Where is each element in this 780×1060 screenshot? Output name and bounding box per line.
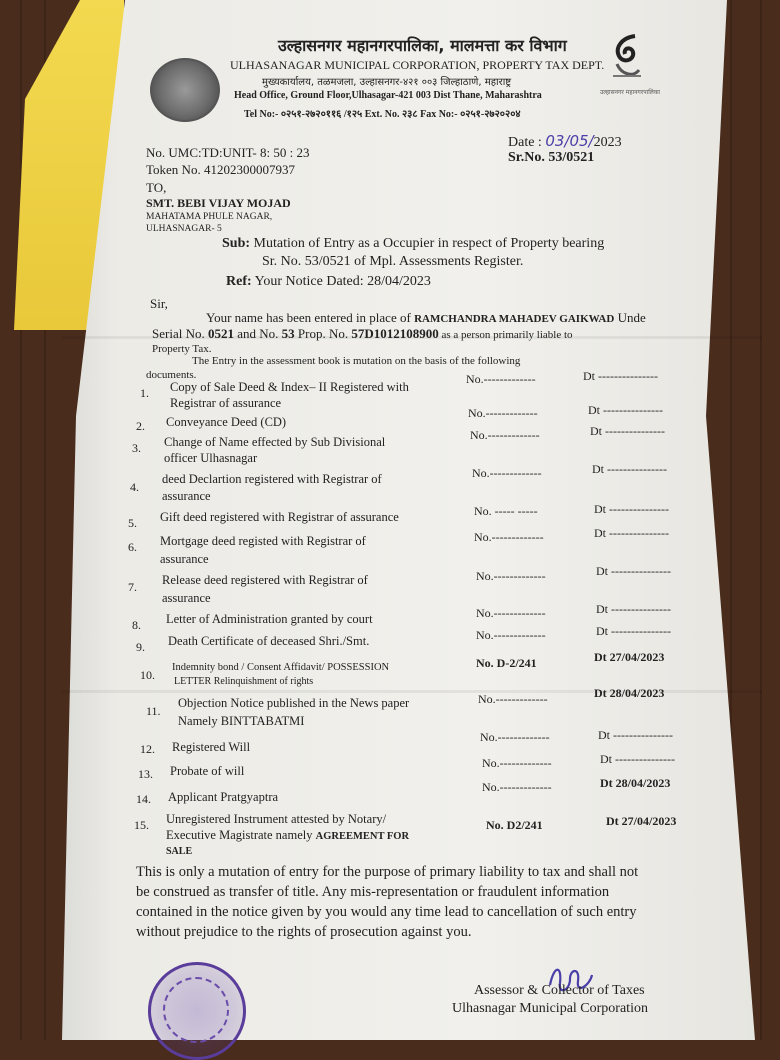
- item-dt: Dt ---------------: [598, 728, 673, 742]
- header-address-hindi: मुख्यकार्यालय, तळमजला, उल्हासनगर-४२१ ००३ जिल्हाठाणे, महाराष्ट्र: [262, 77, 512, 88]
- item-no: No.-------------: [466, 372, 536, 386]
- item-number: 10.: [140, 668, 155, 682]
- item-dt-filled: Dt 27/04/2023: [594, 650, 665, 664]
- item-dt: Dt ---------------: [588, 403, 663, 417]
- item-label-cont: [166, 828, 409, 843]
- reference-line: [226, 274, 431, 290]
- serial-number: Sr.No. 53/0521: [508, 150, 595, 165]
- item-number: 7.: [128, 580, 137, 594]
- item-no: No.-------------: [472, 466, 542, 480]
- item-number: 15.: [134, 818, 149, 832]
- item-label-cont: assurance: [162, 591, 211, 605]
- item-no-filled: No. D2/241: [486, 818, 543, 832]
- item-dt: Dt ---------------: [596, 564, 671, 578]
- item-no: No.-------------: [468, 406, 538, 420]
- item-label-cont: assurance: [160, 552, 209, 566]
- item-label-cont-text: Executive Magistrate namely: [166, 828, 316, 842]
- item-dt-filled: Dt 28/04/2023: [600, 776, 671, 790]
- item-no: No.-------------: [476, 569, 546, 583]
- salutation: Sir,: [150, 296, 168, 311]
- header-title-en: ULHASANAGAR MUNICIPAL CORPORATION, PROPERTY TAX DEPT.: [230, 58, 605, 72]
- item-no: No.-------------: [482, 756, 552, 770]
- item-dt-filled: Dt 28/04/2023: [594, 686, 665, 700]
- reference-number: No. UMC:TD:UNIT- 8: 50 : 23: [146, 145, 310, 160]
- item-number: 5.: [128, 516, 137, 530]
- body-line1-text: Your name has been entered in place of: [206, 310, 415, 325]
- recipient-address-line1: MAHATAMA PHULE NAGAR,: [146, 212, 273, 222]
- body-line2: [152, 326, 573, 342]
- item-dt: Dt ---------------: [592, 462, 667, 476]
- item-number: 8.: [132, 618, 141, 632]
- body-line2-e: Prop. No.: [294, 326, 352, 341]
- subject-line2: Sr. No. 53/0521 of Mpl. Assessments Register.: [262, 254, 524, 269]
- item-label: Copy of Sale Deed & Index– II Registered with: [170, 380, 409, 394]
- date-handwritten: 03/05/: [545, 132, 594, 150]
- item-dt: Dt ---------------: [583, 369, 658, 383]
- closing-line2: be construed as transfer of title. Any mis-representation or fraudulent information: [136, 884, 610, 900]
- item-number: 6.: [128, 540, 137, 554]
- item-number: 12.: [140, 742, 155, 756]
- item-number: 14.: [136, 792, 151, 806]
- ref-text: Your Notice Dated: 28/04/2023: [254, 274, 431, 289]
- subject-text: Mutation of Entry as a Occupier in respect of Property bearing: [253, 236, 605, 251]
- item-number: 9.: [136, 640, 145, 654]
- item-label: Registered Will: [172, 740, 251, 754]
- item-number: 4.: [130, 480, 139, 494]
- item-number: 13.: [138, 767, 153, 781]
- body-line3: Property Tax.: [152, 343, 212, 355]
- item-number: 3.: [132, 441, 141, 455]
- item-no: No. ----- -----: [474, 504, 538, 518]
- closing-line1: This is only a mutation of entry for the purpose of primary liability to tax and shall not: [136, 864, 639, 880]
- sr-value: 53: [281, 326, 295, 341]
- closing-line4: without prejudice to the rights of prosecution against you.: [136, 924, 472, 940]
- item-dt: Dt ---------------: [594, 526, 669, 540]
- item-dt: Dt ---------------: [590, 424, 665, 438]
- emblem-caption: उल्हासनगर महानगरपालिका: [600, 89, 660, 96]
- recipient-address-line2: ULHASNAGAR- 5: [146, 224, 222, 234]
- item-no: No.-------------: [482, 780, 552, 794]
- item-no: No.-------------: [476, 628, 546, 642]
- item-no: No.-------------: [480, 730, 550, 744]
- subject-line1: [222, 236, 604, 252]
- item-label: Probate of will: [170, 764, 245, 778]
- previous-owner-name: RAMCHANDRA MAHADEV GAIKWAD: [414, 313, 615, 325]
- item-dt: Dt ---------------: [600, 752, 675, 766]
- item-no-filled: No. D-2/241: [476, 656, 537, 670]
- item-label-cont: LETTER Relinquishment of rights: [174, 676, 314, 687]
- item-no: No.-------------: [474, 530, 544, 544]
- item-dt: Dt ---------------: [596, 602, 671, 616]
- property-number: 57D1012108900: [351, 326, 439, 341]
- item-dt-filled: Dt 27/04/2023: [606, 814, 677, 828]
- subject-label: Sub:: [222, 236, 251, 251]
- item-label: Objection Notice published in the News paper: [178, 696, 410, 710]
- item-dt: Dt ---------------: [596, 624, 671, 638]
- item-label-cont: officer Ulhasnagar: [164, 451, 258, 465]
- item-label: deed Declartion registered with Registrar of: [162, 472, 382, 486]
- date-label: Date :: [508, 135, 542, 150]
- item-number: 11.: [146, 704, 161, 718]
- item-label-cont: Registrar of assurance: [170, 396, 282, 410]
- item-label: Gift deed registered with Registrar of assurance: [160, 510, 399, 524]
- item-number: 1.: [140, 386, 149, 400]
- ref-label: Ref:: [226, 274, 252, 289]
- item-label: Death Certificate of deceased Shri./Smt.: [168, 634, 370, 648]
- closing-line3: contained in the notice given by you would any time lead to cancellation of such entry: [136, 904, 637, 920]
- body-line2-a: Serial No.: [152, 326, 208, 341]
- token-number: Token No. 41202300007937: [146, 162, 295, 177]
- date-field: [508, 132, 622, 151]
- to-label: TO,: [146, 180, 167, 195]
- item-label: Change of Name effected by Sub Divisional: [164, 435, 386, 449]
- signatory-title: Assessor & Collector of Taxes: [474, 983, 645, 998]
- item-label: Applicant Pratgyaptra: [168, 790, 279, 804]
- date-year: 2023: [593, 135, 622, 150]
- item-label-cont-caps: AGREEMENT FOR: [315, 831, 410, 842]
- serial-value: 0521: [207, 326, 234, 341]
- body-line2-c: and No.: [233, 326, 282, 341]
- header-address-en: Head Office, Ground Floor,Ulhasagar-421 003 Dist Thane, Maharashtra: [234, 90, 542, 101]
- item-label: Indemnity bond / Consent Affidavit/ POSSESSION: [172, 662, 390, 673]
- municipal-seal-logo: [150, 58, 220, 122]
- emblem-icon: [605, 30, 647, 86]
- item-no: No.-------------: [476, 606, 546, 620]
- body-line5: documents.: [146, 369, 197, 381]
- official-seal-stamp: [148, 962, 246, 1060]
- item-number: 2.: [136, 419, 145, 433]
- item-dt: Dt ---------------: [594, 502, 669, 516]
- item-label: Conveyance Deed (CD): [166, 415, 287, 429]
- item-label: Letter of Administration granted by court: [166, 612, 373, 626]
- item-label-cont: assurance: [162, 489, 211, 503]
- item-label: Mortgage deed registed with Registrar of: [160, 534, 366, 548]
- signatory-organisation: Ulhasnagar Municipal Corporation: [452, 1001, 648, 1016]
- body-line1: [206, 310, 646, 326]
- header-title-hindi: उल्हासनगर महानगरपालिका, मालमत्ता कर विभाग: [278, 36, 567, 55]
- item-label-cont2: SALE: [166, 846, 193, 857]
- item-label-cont: Namely BINTTABATMI: [178, 714, 305, 728]
- body-line1-end: Unde: [614, 310, 646, 325]
- recipient-name: SMT. BEBI VIJAY MOJAD: [146, 196, 291, 210]
- item-label: Release deed registered with Registrar of: [162, 573, 368, 587]
- body-line2-g: as a person primarily liable to: [438, 329, 573, 341]
- item-no: No.-------------: [478, 692, 548, 706]
- header-tel: Tel No:- ०२५१-२७२०११६ /१२५ Ext. No. २३८ Fax No:- ०२५१-२७२०२०४: [244, 109, 521, 120]
- body-line4: The Entry in the assessment book is mutation on the basis of the following: [192, 355, 521, 367]
- item-label: Unregistered Instrument attested by Notary/: [166, 812, 387, 826]
- item-no: No.-------------: [470, 428, 540, 442]
